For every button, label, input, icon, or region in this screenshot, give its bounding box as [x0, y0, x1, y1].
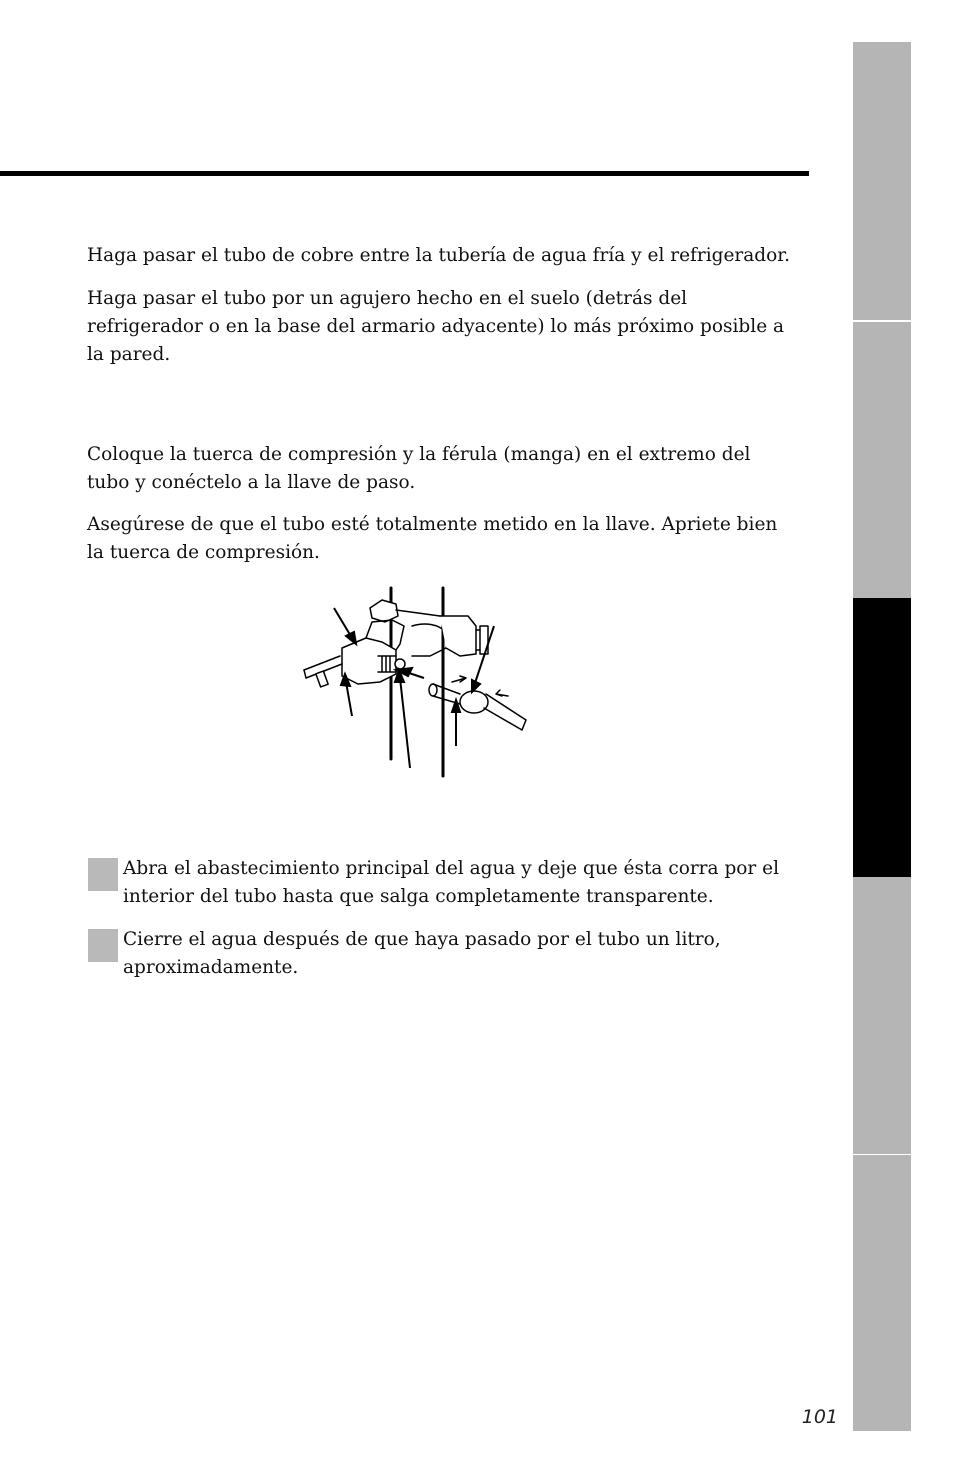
step-text: Cierre el agua después de que haya pasado por el tubo un litro, aproximadamente.	[123, 929, 721, 978]
side-tab-4	[853, 877, 911, 1154]
paragraph-tighten-nut: Asegúrese de que el tubo esté totalmente metido en la llave. Apriete bien la tuerca de compresión.	[87, 514, 778, 563]
step-marker	[88, 858, 118, 891]
side-tab-1	[853, 42, 911, 320]
header-rule	[0, 171, 809, 176]
shutoff-valve-connection-illustration	[300, 586, 540, 781]
side-tab-2	[853, 322, 911, 598]
side-tab-5	[853, 1155, 911, 1431]
side-tab-3-active	[853, 598, 911, 877]
page-number: 101	[801, 1406, 838, 1428]
paragraph-compression-nut: Coloque la tuerca de compresión y la férula (manga) en el extremo del tubo y conéctelo a la llave de paso.	[87, 444, 751, 493]
paragraph-route-tubing: Haga pasar el tubo de cobre entre la tubería de agua fría y el refrigerador.	[87, 245, 790, 266]
step-text: Abra el abastecimiento principal del agua y deje que ésta corra por el interior del tubo hasta que salga completamente transparente.	[123, 858, 780, 907]
paragraph-floor-hole: Haga pasar el tubo por un agujero hecho en el suelo (detrás del refrigerador o en la base del armario adyacente) lo más próximo posible a la pared.	[87, 288, 785, 365]
step-marker	[88, 929, 118, 962]
